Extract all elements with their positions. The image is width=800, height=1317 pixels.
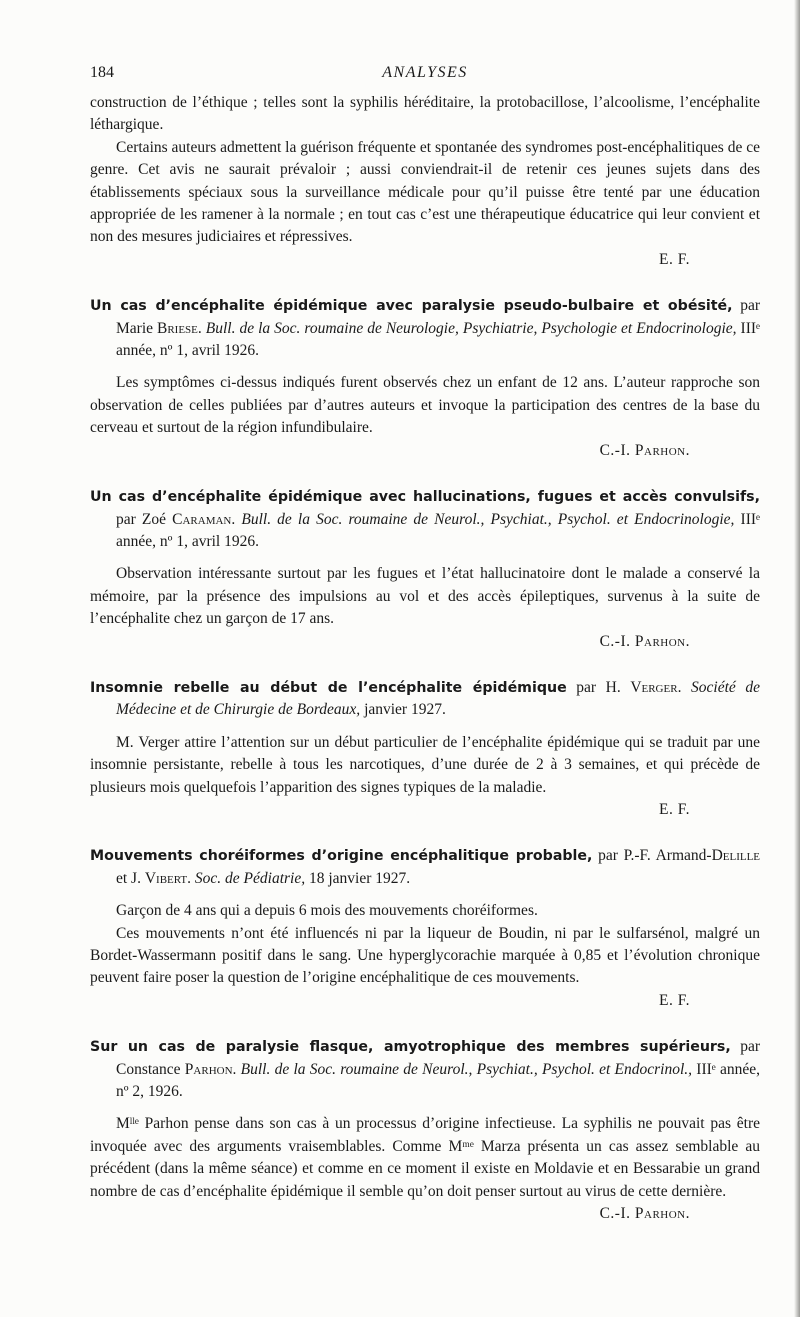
entry-citation: Soc. de Pédiatrie, bbox=[194, 869, 306, 887]
entry-heading bbox=[90, 845, 760, 890]
review-entry-3 bbox=[90, 677, 760, 821]
entry-details: IIIᵉ année, nº 2, 1926. bbox=[116, 1060, 760, 1101]
running-title: ANALYSES bbox=[382, 64, 468, 81]
entry-by: par Constance bbox=[116, 1038, 761, 1078]
entry-sep: . bbox=[197, 319, 206, 337]
entry-sep: . bbox=[232, 1060, 241, 1078]
intro-review bbox=[90, 92, 760, 271]
entry-details: IIIᵉ année, nº 1, avril 1926. bbox=[116, 319, 760, 360]
entry-author: Delille bbox=[711, 847, 761, 865]
entry-by: par Marie bbox=[116, 297, 760, 337]
entry-signature: C.-I. Parhon. bbox=[599, 441, 690, 459]
entry-author: Briese bbox=[157, 319, 198, 337]
entry-details: 18 janvier 1927. bbox=[305, 869, 411, 887]
page-number: 184 bbox=[90, 64, 114, 81]
intro-paragraph-1: construction de l’éthique ; telles sont la syphilis héréditaire, la protobacillose, l’alcoolisme, l’encéphalite léthargique. bbox=[90, 94, 760, 134]
page-content bbox=[90, 62, 760, 1225]
entry-title: Mouvements choréiformes d’origine encéphalitique probable, bbox=[90, 848, 593, 865]
entry-sep: et J. bbox=[116, 869, 145, 887]
entry-by: par P.-F. Armand- bbox=[592, 847, 712, 865]
intro-paragraph-2: Certains auteurs admettent la guérison fréquente et spontanée des syndromes post-encéphalitiques de ce genre. Cet avis ne saurait prévaloir ; aussi conviendrait-il de retenir ces jeunes sujets dans des établissements spéciaux sous la surveillance médicale pour qu’il puisse être tenté par une éducation appropriée de les ramener à la normale ; en tout cas c’est une thérapeutique éducatrice qui leur convient et non des mesures judiciaires et répressives. bbox=[90, 138, 760, 246]
entry-author: Verger bbox=[630, 678, 678, 696]
entry-signature: E. F. bbox=[659, 991, 690, 1009]
entry-by: par H. bbox=[566, 678, 631, 696]
entry-sep: . bbox=[677, 678, 692, 696]
entry-sep-2: . bbox=[187, 869, 195, 887]
entry-heading bbox=[90, 486, 760, 553]
entry-signature: C.-I. Parhon. bbox=[599, 632, 690, 650]
page-edge-shadow bbox=[794, 0, 800, 1317]
entry-author: Parhon bbox=[184, 1060, 233, 1078]
entry-paragraph: Observation intéressante surtout par les fugues et l’état hallucinatoire dont le malade a conservé la mémoire, par la présence des impulsions au vol et des accès épileptiques, survenus à la suite de l’encéphalite chez un garçon de 17 ans. bbox=[90, 565, 760, 628]
entry-paragraph: Les symptômes ci-dessus indiqués furent observés chez un enfant de 12 ans. L’auteur rapproche son observation de celles publiées par d’autres auteurs et invoque la participation des centres de la base du cerveau et surtout de la région infundibulaire. bbox=[90, 374, 760, 437]
intro-signature: E. F. bbox=[659, 250, 690, 268]
running-head bbox=[90, 62, 760, 92]
review-entry-5 bbox=[90, 1036, 760, 1225]
entry-author-2: Vibert bbox=[144, 869, 188, 887]
entry-signature: E. F. bbox=[659, 800, 690, 818]
entry-title: Insomnie rebelle au début de l’encéphalite épidémique bbox=[90, 679, 567, 696]
entry-signature: C.-I. Parhon. bbox=[599, 1205, 690, 1223]
entry-title: Un cas d’encéphalite épidémique avec hallucinations, fugues et accès convulsifs, bbox=[90, 489, 760, 506]
entry-title: Un cas d’encéphalite épidémique avec paralysie pseudo-bulbaire et obésité, bbox=[90, 298, 733, 315]
entry-sep: . bbox=[231, 510, 242, 528]
review-entry-4 bbox=[90, 845, 760, 1012]
entry-heading bbox=[90, 1036, 760, 1103]
entry-heading bbox=[90, 677, 760, 722]
entry-details: IIIᵉ année, nº 1, avril 1926. bbox=[116, 510, 760, 550]
review-entry-1 bbox=[90, 295, 760, 462]
entry-paragraph: Mˡˡᵉ Parhon pense dans son cas à un processus d’origine infectieuse. La syphilis ne pouvait pas être invoquée avec des arguments vraisemblables. Comme Mᵐᵉ Marza présenta un cas assez semblable au précédent (dans la même séance) et comme en ce moment il existe en Moldavie et en Bessarabie un grand nombre de cas d’encéphalite épidémique il semble qu’on doit penser surtout au virus de cette dernière. bbox=[90, 1115, 760, 1200]
entry-paragraph: Ces mouvements n’ont été influencés ni par la liqueur de Boudin, ni par le sulfarsénol, malgré un Bordet-Wassermann positif dans le sang. Une hyperglycorachie marquée à 0,85 et l’évolution chronique peuvent faire poser la question de l’origine encéphalitique de ces mouvements. bbox=[90, 924, 760, 987]
entry-citation: Bull. de la Soc. roumaine de Neurol., Psychiat., Psychol. et Endocrinologie, bbox=[241, 510, 735, 528]
entry-citation: Bull. de la Soc. roumaine de Neurologie, Psychiatrie, Psychologie et Endocrinologie, bbox=[205, 319, 737, 337]
review-entry-2 bbox=[90, 486, 760, 653]
entry-details: janvier 1927. bbox=[360, 701, 446, 719]
entry-paragraph: M. Verger attire l’attention sur un début particulier de l’encéphalite épidémique qui se traduit par une insomnie persistante, rebelle à tous les narcotiques, d’une durée de 2 à 3 semaines, et qui précède de plusieurs mois quelquefois l’apparition des signes typiques de la maladie. bbox=[90, 733, 760, 796]
entry-citation: Bull. de la Soc. roumaine de Neurol., Psychiat., Psychol. et Endocrinol., bbox=[240, 1060, 693, 1078]
entry-by: par Zoé bbox=[116, 510, 173, 528]
entry-citation: Société de Médecine et de Chirurgie de Bordeaux, bbox=[116, 678, 760, 719]
entry-paragraph: Garçon de 4 ans qui a depuis 6 mois des mouvements choréiformes. bbox=[116, 902, 538, 920]
entry-title: Sur un cas de paralysie flasque, amyotrophique des membres supérieurs, bbox=[90, 1039, 731, 1056]
entry-heading bbox=[90, 295, 760, 362]
entry-author: Caraman bbox=[172, 510, 232, 528]
